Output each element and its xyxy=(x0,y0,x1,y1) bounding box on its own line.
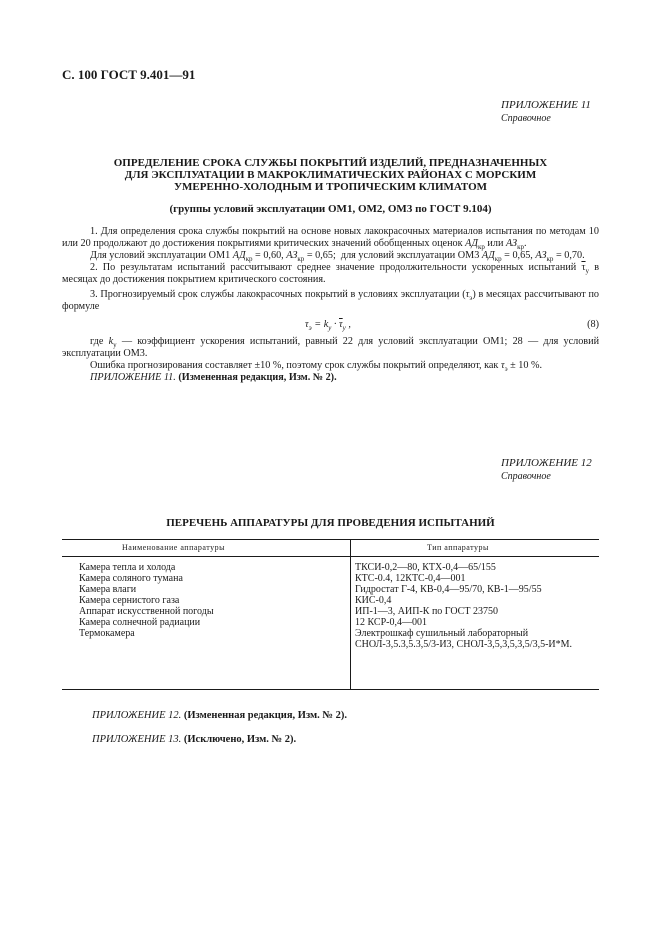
table-cell: Термокамера xyxy=(79,628,135,639)
table-cell: КТС-0.4, 12КТС-0,4—001 xyxy=(355,573,466,584)
appendix-12-title: ПЕРЕЧЕНЬ АППАРАТУРЫ ДЛЯ ПРОВЕДЕНИЯ ИСПЫТАНИЙ xyxy=(166,517,495,529)
paragraph-3: 3. Прогнозируемый срок службы лакокрасочных покрытий в условиях эксплуатации $(\tau_э)$ в месяцах рассчитывают по формуле xyxy=(62,289,599,312)
appendix-13-note: ПРИЛОЖЕНИЕ 13. (Исключено, Изм. № 2). xyxy=(92,734,297,745)
table-cell: Камера соляного тумана xyxy=(79,573,183,584)
table-cell: ТКСИ-0,2—80, КТХ-0,4—65/155 xyxy=(355,562,496,573)
table-cell: Камера тепла и холода xyxy=(79,562,176,573)
table-cell: Гидростат Г-4, КВ-0,4—95/70, КВ-1—95/55 xyxy=(355,584,542,595)
formula-8: $\tau_э = k_у \cdot \overline{\tau}_у$ , (8) xyxy=(305,319,599,333)
paragraph-2: 2. По результатам испытаний рассчитывают среднее значение продолжительности ускоренных испытаний $\overline{\tau}_у$ в месяцах до достижения покрытием критического состояния. xyxy=(62,262,600,285)
table-body xyxy=(62,557,599,690)
type-column xyxy=(355,562,599,650)
table-header xyxy=(62,539,599,557)
table-cell: СНОЛ-3,5.3,5.3,5/3-И3, СНОЛ-3,5,3,5,3,5/3,5-И*М. xyxy=(355,639,573,650)
table-cell: КИС-0,4 xyxy=(355,595,392,606)
table-cell: Камера влаги xyxy=(79,584,137,595)
amendment-note: ПРИЛОЖЕНИЕ 11. (Измененная редакция, Изм. № 2). xyxy=(90,372,337,383)
name-column xyxy=(79,562,214,639)
where-clause: где $k_у$ — коэффициент ускорения испытаний, равный 22 для условий эксплуатации ОМ1; 28 — для условий эксплуатации ОМ3. xyxy=(62,336,600,359)
table-cell: Аппарат искусственной погоды xyxy=(79,606,214,617)
appendix-12-amendment: ПРИЛОЖЕНИЕ 12. (Измененная редакция, Изм. № 2). xyxy=(92,710,347,721)
paragraph-1b: Для условий эксплуатации ОМ1 $АД_{кр} = 0,60$, $АЗ_{кр} = 0,65$; для условий эксплуатации ОМ3 $АД_{кр} = 0,65$, $АЗ_{кр} = 0,70$. xyxy=(90,250,585,264)
header-name: Наименование аппаратуры xyxy=(122,543,226,552)
title-line: ДЛЯ ЭКСПЛУАТАЦИИ В МАКРОКЛИМАТИЧЕСКИХ РАЙОНАХ С МОРСКИМ xyxy=(124,169,537,181)
appendix-11-heading xyxy=(501,99,599,125)
paragraph-1: 1. Для определения срока службы покрытий на основе новых лакокрасочных материалов испытания по методам 10 или 20 продолжают до достижения покрытиями критических значений обобщенных оценок $АД_{кр}$ или $АЗ_{кр}$. xyxy=(62,226,599,252)
table-cell: Камера солнечной радиации xyxy=(79,617,201,628)
equipment-table xyxy=(62,539,599,690)
appendix-kind: Справочное xyxy=(501,113,551,124)
table-cell: ИП-1—3, АИП-К по ГОСТ 23750 xyxy=(355,606,498,617)
title-line: УМЕРЕННО-ХОЛОДНЫМ И ТРОПИЧЕСКИМ КЛИМАТОМ xyxy=(173,181,488,193)
appendix-11-subtitle: (группы условий эксплуатации ОМ1, ОМ2, ОМ3 по ГОСТ 9.104) xyxy=(169,203,492,215)
appendix-12-heading xyxy=(501,457,599,483)
table-cell: Электрошкаф сушильный лабораторный xyxy=(355,628,529,639)
appendix-11-body xyxy=(62,226,599,384)
table-cell: 12 КСР-0,4—001 xyxy=(355,617,427,628)
appendix-kind: Справочное xyxy=(501,471,551,482)
appendix-label: ПРИЛОЖЕНИЕ 11 xyxy=(501,99,591,111)
page-header: С. 100 ГОСТ 9.401—91 xyxy=(62,67,196,82)
equation-number: (8) xyxy=(587,319,599,330)
header-type: Тип аппаратуры xyxy=(427,543,489,552)
table-cell: Камера сернистого газа xyxy=(79,595,180,606)
error-note: Ошибка прогнозирования составляет ±10 %, поэтому срок службы покрытий определяют, как $\tau_э \pm 10$ %. xyxy=(90,360,543,374)
appendix-label: ПРИЛОЖЕНИЕ 12 xyxy=(501,457,592,469)
appendix-11-title xyxy=(62,157,599,193)
title-line: ОПРЕДЕЛЕНИЕ СРОКА СЛУЖБЫ ПОКРЫТИЙ ИЗДЕЛИЙ, ПРЕДНАЗНАЧЕННЫХ xyxy=(113,157,548,169)
